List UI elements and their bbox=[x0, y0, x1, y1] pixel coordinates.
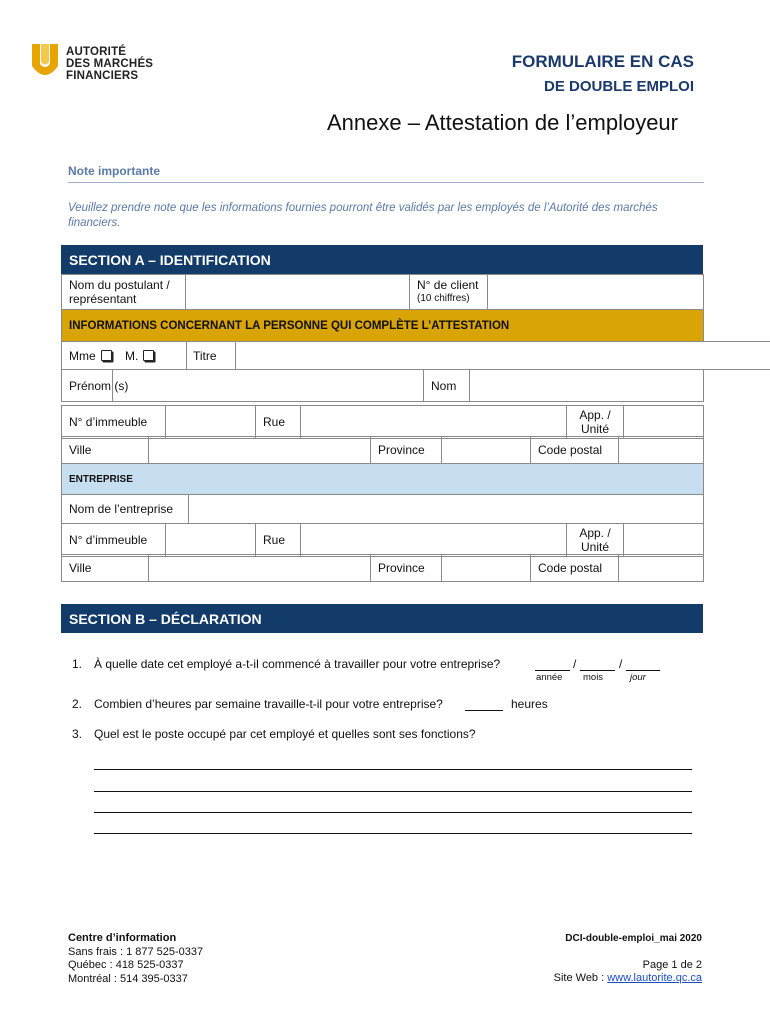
section-a-header bbox=[61, 245, 703, 274]
province-label: Province bbox=[371, 437, 442, 464]
mme-checkbox[interactable] bbox=[101, 350, 112, 361]
website-label: Site Web : bbox=[553, 972, 608, 984]
day-label: jour bbox=[630, 672, 646, 683]
section-b-title: SECTION B – DÉCLARATION bbox=[69, 610, 262, 627]
question-2-number: 2. bbox=[72, 697, 83, 711]
titre-cell bbox=[187, 342, 770, 370]
company-name-field[interactable] bbox=[189, 495, 704, 524]
question-1-text: À quelle date cet employé a-t-il commencé à travailler pour votre entreprise? bbox=[94, 657, 501, 671]
company-street-field[interactable] bbox=[301, 524, 567, 557]
company-unit-field[interactable] bbox=[624, 524, 704, 557]
postal-code-label: Code postal bbox=[531, 437, 619, 464]
company-name-table bbox=[61, 494, 704, 524]
building-number-field[interactable] bbox=[166, 406, 256, 439]
document-code: DCI-double-emploi_mai 2020 bbox=[565, 933, 702, 944]
website bbox=[554, 972, 702, 986]
company-name-label: Nom de l’entreprise bbox=[62, 495, 189, 524]
street-field[interactable] bbox=[301, 406, 567, 439]
question-3-text: Quel est le poste occupé par cet employé et quelles sont ses fonctions? bbox=[94, 727, 476, 741]
nom-label: Nom bbox=[424, 370, 470, 402]
company-postal-code-field[interactable] bbox=[619, 555, 704, 582]
date-separator-2: / bbox=[619, 657, 623, 671]
company-building-number-label: N° d’immeuble bbox=[62, 524, 166, 557]
client-number-field[interactable] bbox=[488, 275, 704, 310]
company-section-header: ENTREPRISE bbox=[62, 464, 704, 495]
building-number-label: N° d’immeuble bbox=[62, 406, 166, 439]
nom-field[interactable] bbox=[470, 370, 704, 402]
unit-field[interactable] bbox=[624, 406, 704, 439]
applicant-table bbox=[61, 274, 704, 310]
applicant-name-field[interactable] bbox=[186, 275, 410, 310]
city-field[interactable] bbox=[149, 437, 371, 464]
note-title: Note importante bbox=[68, 164, 161, 178]
question-2-text: Combien d’heures par semaine travaille-t-il pour votre entreprise? bbox=[94, 697, 443, 711]
prenom-label: Prénom (s) bbox=[62, 370, 113, 402]
answer-line-2[interactable] bbox=[94, 791, 692, 792]
company-province-field[interactable] bbox=[442, 555, 531, 582]
note-text: Veuillez prendre note que les informations fournies pourront être validés par les employés de l’Autorité des marchés financiers. bbox=[68, 202, 658, 229]
m-checkbox[interactable] bbox=[143, 350, 154, 361]
street-label: Rue bbox=[256, 406, 301, 439]
answer-line-1[interactable] bbox=[94, 769, 692, 770]
section-b-header bbox=[61, 604, 703, 633]
company-address-table bbox=[61, 523, 704, 557]
name-row-table bbox=[61, 369, 704, 402]
note-divider bbox=[68, 182, 704, 183]
hours-field[interactable] bbox=[465, 710, 503, 711]
answer-line-3[interactable] bbox=[94, 812, 692, 813]
title-row-table bbox=[61, 341, 770, 370]
titre-label: Titre bbox=[187, 342, 236, 369]
prenom-field[interactable] bbox=[113, 370, 424, 402]
company-postal-code-label: Code postal bbox=[531, 555, 619, 582]
applicant-label: Nom du postulant / représentant bbox=[62, 275, 186, 310]
montreal-number: Montréal : 514 395-0337 bbox=[68, 972, 188, 985]
quebec-number: Québec : 418 525-0337 bbox=[68, 959, 184, 971]
postal-code-field[interactable] bbox=[619, 437, 704, 464]
question-1-number: 1. bbox=[72, 657, 83, 671]
client-number-hint: (10 chiffres) bbox=[417, 293, 470, 304]
company-province-label: Province bbox=[371, 555, 442, 582]
company-building-number-field[interactable] bbox=[166, 524, 256, 557]
year-label: année bbox=[536, 672, 563, 683]
address-table bbox=[61, 405, 704, 439]
form-title: FORMULAIRE EN CAS DE DOUBLE EMPLOI bbox=[511, 52, 694, 95]
amf-logo-icon bbox=[32, 44, 58, 80]
company-city-label: Ville bbox=[62, 555, 149, 582]
date-separator-1: / bbox=[573, 657, 577, 671]
m-label: M. bbox=[125, 348, 139, 363]
civility-cell bbox=[62, 342, 187, 370]
company-unit-label: App. / Unité bbox=[567, 524, 624, 557]
person-table bbox=[61, 309, 704, 342]
province-field[interactable] bbox=[442, 437, 531, 464]
section-a-title: SECTION A – IDENTIFICATION bbox=[69, 251, 271, 268]
city-table bbox=[61, 436, 704, 464]
answer-line-4[interactable] bbox=[94, 833, 692, 834]
company-header-table bbox=[61, 463, 704, 495]
year-field[interactable] bbox=[535, 670, 570, 671]
annex-title: Annexe – Attestation de l’employeur bbox=[326, 110, 678, 135]
info-centre bbox=[68, 932, 203, 986]
month-label: mois bbox=[583, 672, 604, 683]
info-centre-title: Centre d’information bbox=[68, 932, 177, 944]
document-info bbox=[554, 932, 702, 986]
hours-label: heures bbox=[511, 697, 548, 711]
mme-label: Mme bbox=[69, 348, 96, 363]
toll-free-number: Sans frais : 1 877 525-0337 bbox=[68, 945, 204, 958]
question-3-number: 3. bbox=[72, 727, 83, 741]
month-field[interactable] bbox=[580, 670, 615, 671]
person-section-header: INFORMATIONS CONCERNANT LA PERSONNE QUI COMPLÈTE L’ATTESTATION bbox=[62, 310, 704, 342]
day-field[interactable] bbox=[626, 670, 660, 671]
client-number-label: N° de client (10 chiffres) bbox=[410, 275, 488, 310]
titre-field[interactable] bbox=[236, 342, 770, 369]
city-label: Ville bbox=[62, 437, 149, 464]
website-link[interactable]: www.lautorite.qc.ca bbox=[607, 972, 702, 984]
company-street-label: Rue bbox=[256, 524, 301, 557]
company-city-field[interactable] bbox=[149, 555, 371, 582]
amf-logo-text: AUTORITÉ DES MARCHÉS FINANCIERS bbox=[66, 46, 154, 82]
unit-label: App. / Unité bbox=[567, 406, 624, 439]
company-city-table bbox=[61, 554, 704, 582]
page-number: Page 1 de 2 bbox=[642, 958, 702, 971]
